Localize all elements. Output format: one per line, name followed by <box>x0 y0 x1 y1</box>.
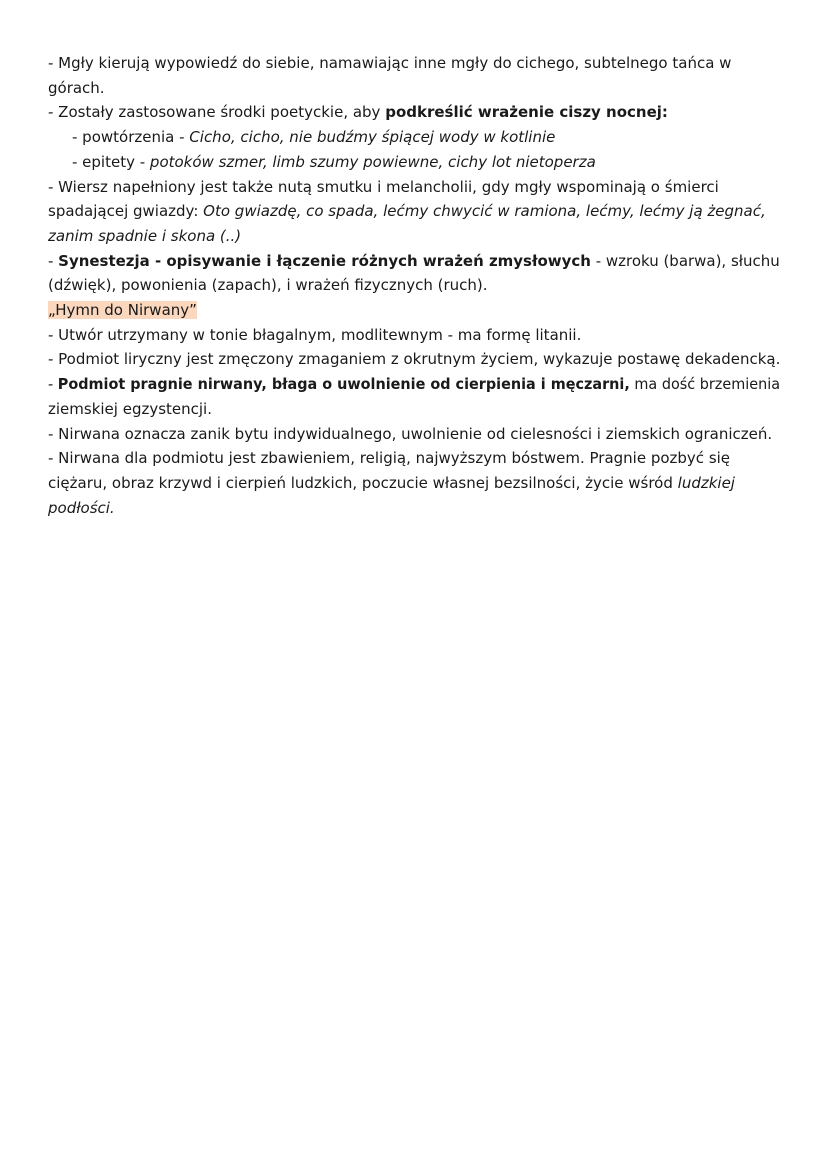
section-heading <box>48 298 778 323</box>
paragraph-line: (dźwięk), powonienia (zapach), i wrażeń fizycznych (ruch). <box>48 276 488 295</box>
document-body <box>48 51 781 520</box>
line-text: ciężaru, obraz krzywd i cierpień ludzkich, poczucie własnej bezsilności, życie wśród <box>48 473 678 492</box>
paragraph-line: - Wiersz napełniony jest także nutą smutku i melancholii, gdy mgły wspominają o śmierci <box>48 177 719 196</box>
line-text: spadającej gwiazdy: <box>48 202 204 221</box>
line-text: - <box>48 251 59 270</box>
paragraph-line <box>48 199 778 224</box>
paragraph-line <box>48 249 780 274</box>
highlighted-title: „Hymn do Nirwany” <box>48 301 197 320</box>
italic-line: podłości. <box>48 498 115 517</box>
italic-text: ludzkiej <box>677 473 735 492</box>
list-item-repetitions <box>48 125 778 150</box>
paragraph-line: - Utwór utrzymany w tonie błagalnym, modlitewnym - ma formę litanii. <box>48 325 582 344</box>
quote-text: Cicho, cicho, nie budźmy śpiącej wody w kotlinie <box>189 128 556 147</box>
quote-text: Oto gwiazdę, co spada, lećmy chwycić w ramiona, lećmy, lećmy ją żegnać, <box>203 202 766 221</box>
bold-text: Podmiot pragnie nirwany, błaga o uwolnienie od cierpienia i męczarni, <box>57 375 630 394</box>
paragraph-line: - Nirwana dla podmiotu jest zbawieniem, religią, najwyższym bóstwem. Pragnie pozbyć się <box>48 449 731 468</box>
bold-text: podkreślić wrażenie ciszy nocnej: <box>385 103 668 122</box>
quote-line: zanim spadnie i skona (..) <box>48 226 242 245</box>
line-text: - wzroku (barwa), słuchu <box>590 251 780 270</box>
paragraph-line: ziemskiej egzystencji. <box>48 399 212 418</box>
line-text: - <box>48 375 58 394</box>
line-text: - powtórzenia - <box>72 128 190 147</box>
paragraph-line: - Podmiot liryczny jest zmęczony zmaganiem z okrutnym życiem, wykazuje postawę dekadencką. <box>48 350 781 369</box>
paragraph-line <box>48 372 781 397</box>
paragraph-line: - Mgły kierują wypowiedź do siebie, namawiając inne mgły do cichego, subtelnego tańca w <box>48 54 732 72</box>
line-text: - epitety - <box>72 152 150 171</box>
line-text: - Zostały zastosowane środki poetyckie, aby <box>48 103 386 122</box>
line-text: ma dość brzemienia <box>629 375 781 394</box>
quote-text: potoków szmer, limb szumy powiewne, cichy lot nietoperza <box>149 152 596 171</box>
paragraph-line: - Nirwana oznacza zanik bytu indywidualnego, uwolnienie od cielesności i ziemskich ograniczeń. <box>48 424 773 443</box>
paragraph-line <box>48 471 778 496</box>
paragraph-line: górach. <box>48 78 105 97</box>
list-item-epithets <box>48 150 778 175</box>
paragraph-line <box>48 100 778 125</box>
bold-text: Synestezja - opisywanie i łączenie różnych wrażeń zmysłowych <box>58 251 591 270</box>
